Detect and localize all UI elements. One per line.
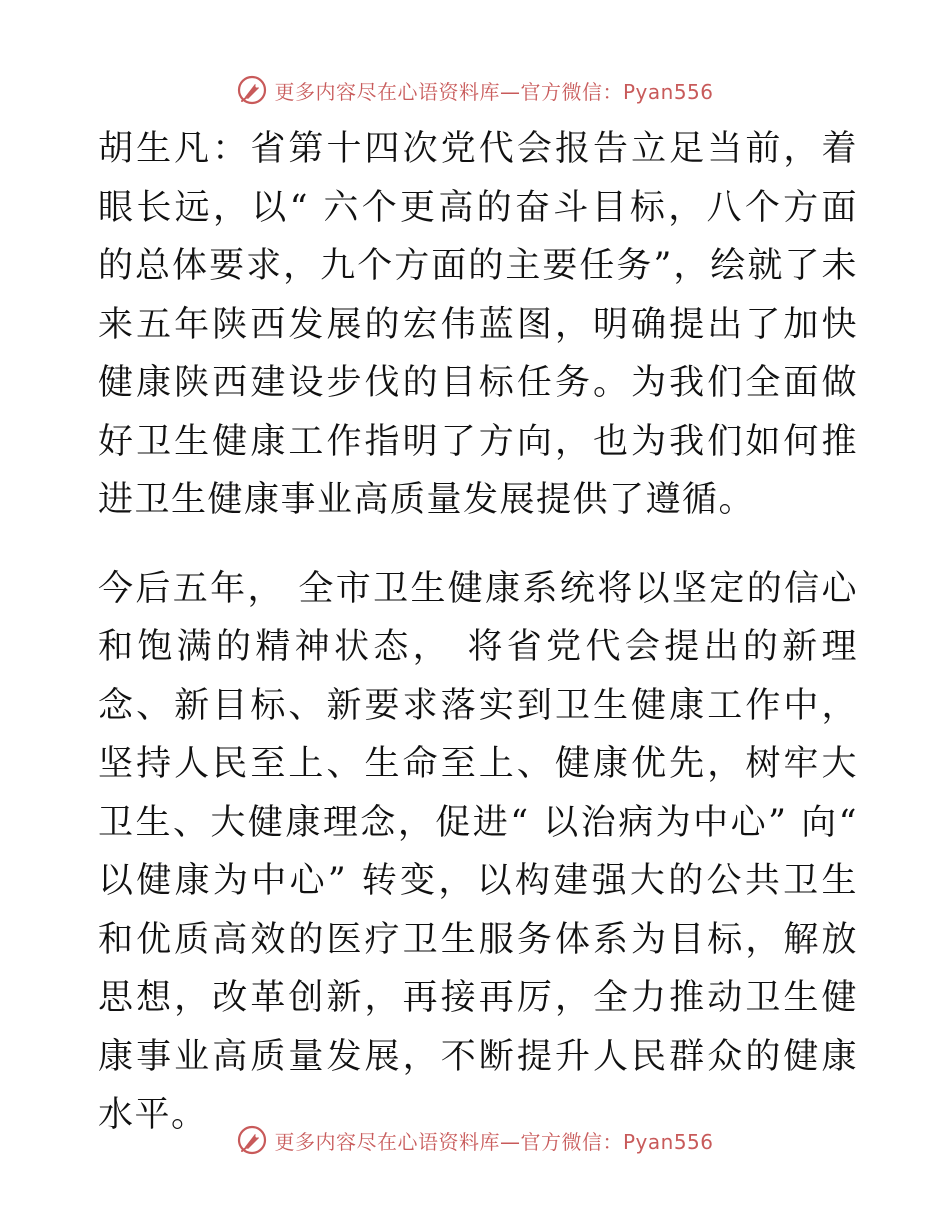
pen-nib-logo-icon (236, 74, 268, 106)
footer-wechat-id: Pyan556 (622, 1129, 714, 1154)
footer-banner-text (274, 1126, 713, 1155)
paragraph-1: 胡生凡：省第十四次党代会报告立足当前，着眼长远，以“ 六个更高的奋斗目标，八个方面的总体要求，九个方面的主要任务”，绘就了未来五年陕西发展的宏伟蓝图，明确提出了加快健康陕西建设步伐的目标任务。为我们全面做好卫生健康工作指明了方向，也为我们如何推进卫生健康事业高质量发展提供了遵循。 (98, 129, 858, 520)
header-wechat-id: Pyan556 (622, 79, 714, 104)
paragraph-2: 今后五年， 全市卫生健康系统将以坚定的信心和饱满的精神状态， 将省党代会提出的新理念、新目标、新要求落实到卫生健康工作中，坚持人民至上、生命至上、健康优先，树牢大卫生、大健康理念，促进“ 以治病为中心” 向“ 以健康为中心” 转变，以构建强大的公共卫生和优质高效的医疗卫生服务体系为目标，解放思想，改革创新，再接再厉，全力推动卫生健康事业高质量发展，不断提升人民群众的健康水平。 (98, 568, 858, 1135)
header-banner-label: 更多内容尽在心语资料库—官方微信： (274, 79, 623, 104)
header-banner (0, 70, 950, 110)
document-body (98, 120, 858, 1145)
footer-banner (0, 1120, 950, 1160)
pen-nib-logo-icon (236, 1124, 268, 1156)
footer-banner-label: 更多内容尽在心语资料库—官方微信： (274, 1129, 623, 1154)
header-banner-text (274, 76, 713, 105)
